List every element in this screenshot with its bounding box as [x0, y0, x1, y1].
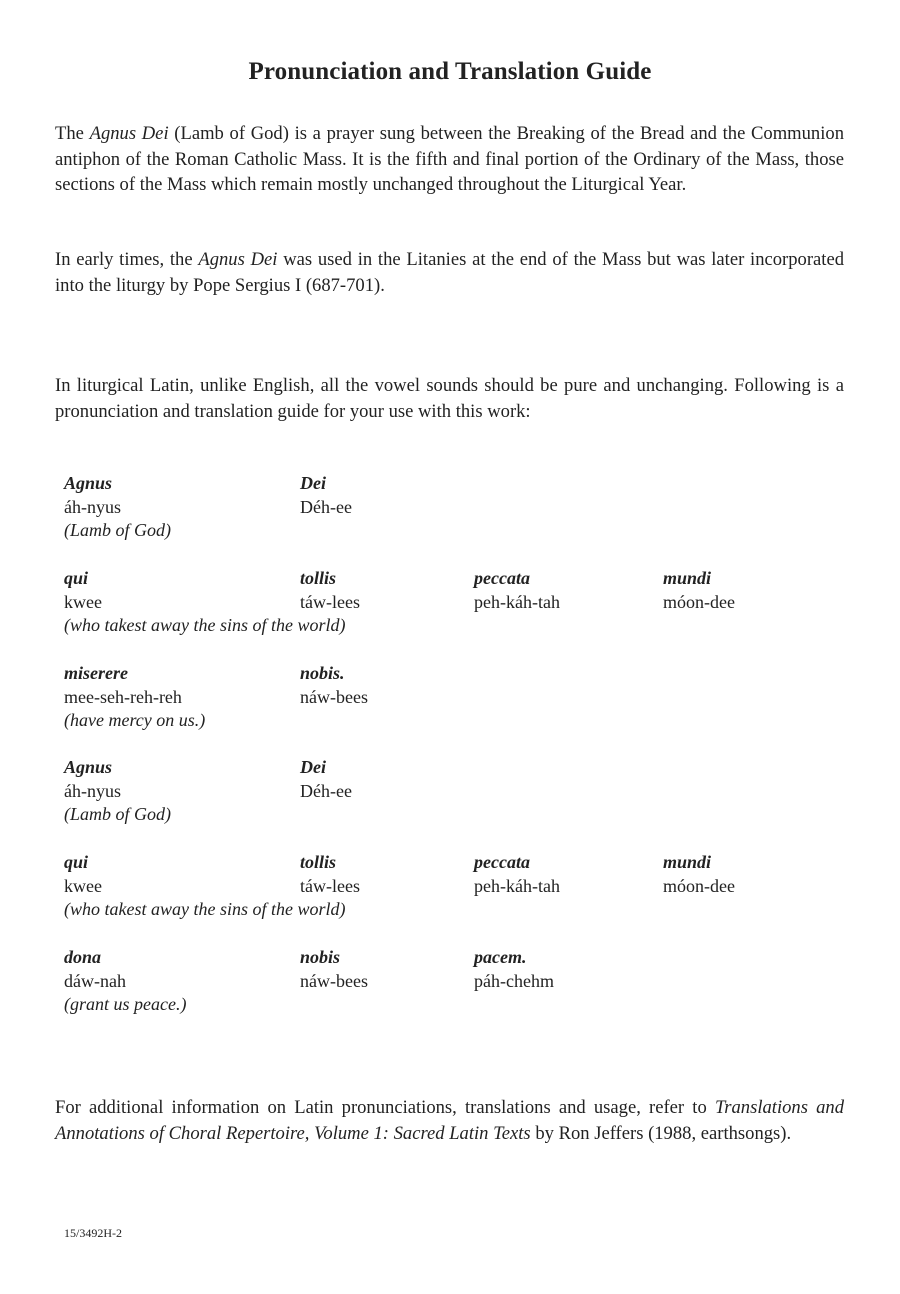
pronunciation: páh-chehm	[474, 970, 554, 991]
word-column	[663, 567, 863, 614]
translation: (who takest away the sins of the world)	[64, 899, 346, 919]
stanza	[64, 946, 864, 1021]
pronunciation: kwee	[64, 591, 102, 612]
word-column	[64, 662, 264, 709]
latin-word: tollis	[300, 568, 337, 588]
latin-word: mundi	[663, 568, 712, 588]
pronunciation: kwee	[64, 875, 102, 896]
word-column	[663, 851, 863, 898]
latin-word: qui	[64, 568, 89, 588]
latin-word: Agnus	[64, 757, 113, 777]
word-column	[474, 851, 674, 898]
stanza	[64, 567, 864, 642]
word-column	[300, 567, 500, 614]
intro-text-after: (Lamb of God) is a prayer sung between the Breaking of the Bread and the Communion antiphon of the Roman Catholic Mass. It is the fifth and final portion of the Ordinary of the Mass, those sections of the Mass which remain mostly unchanged throughout the Liturgical Year.	[55, 123, 844, 195]
latin-word: Agnus	[64, 473, 113, 493]
word-column	[64, 946, 264, 993]
latin-word: Dei	[300, 473, 326, 493]
pronunciation: móon-dee	[663, 591, 735, 612]
reference-book-title: Translations and Annotations of Choral Repertoire, Volume 1: Sacred Latin Texts	[55, 1097, 845, 1144]
pronunciation: náw-bees	[300, 686, 368, 707]
stanza	[64, 662, 864, 737]
word-column	[474, 946, 674, 993]
word-column	[300, 756, 500, 803]
translation: (who takest away the sins of the world)	[64, 615, 346, 635]
pronunciation: dáw-nah	[64, 970, 126, 991]
pronunciation: peh-káh-tah	[474, 591, 560, 612]
word-column	[64, 472, 264, 519]
pronunciation: áh-nyus	[64, 496, 121, 517]
latin-word: mundi	[663, 852, 712, 872]
pronunciation: táw-lees	[300, 875, 360, 896]
page-code: 15/3492H-2	[64, 1226, 122, 1240]
latin-word: qui	[64, 852, 89, 872]
pronunciation: peh-káh-tah	[474, 875, 560, 896]
intro-term-agnus-dei: Agnus Dei	[89, 123, 169, 144]
latin-word: tollis	[300, 852, 337, 872]
word-column	[64, 851, 264, 898]
reference-text-before: For additional information on Latin pronunciations, translations and usage, refer to	[55, 1097, 715, 1118]
word-column	[300, 946, 500, 993]
stanza	[64, 756, 864, 831]
pronunciation: mee-seh-reh-reh	[64, 686, 182, 707]
reference-paragraph	[55, 1095, 844, 1146]
translation: (grant us peace.)	[64, 994, 187, 1014]
word-column	[64, 567, 264, 614]
intro-paragraph-2	[55, 247, 844, 298]
reference-text-after: by Ron Jeffers (1988, earthsongs).	[530, 1122, 792, 1144]
word-column	[64, 756, 264, 803]
pronunciation: Déh-ee	[300, 780, 352, 801]
word-column	[300, 851, 500, 898]
latin-word: pacem.	[474, 947, 527, 967]
latin-word: dona	[64, 947, 102, 967]
word-column	[474, 567, 674, 614]
intro-term-agnus-dei: Agnus Dei	[198, 249, 278, 270]
latin-word: peccata	[474, 568, 530, 588]
translation: (have mercy on us.)	[64, 710, 206, 730]
latin-word: miserere	[64, 663, 128, 683]
latin-word: peccata	[474, 852, 530, 872]
latin-word: Dei	[300, 757, 326, 777]
stanza	[64, 472, 864, 547]
page-title: Pronunciation and Translation Guide	[248, 58, 652, 85]
latin-word: nobis	[300, 947, 341, 967]
word-column	[300, 662, 500, 709]
intro-text-before: In early times, the	[55, 249, 199, 270]
intro-paragraph-1	[55, 121, 844, 198]
pronunciation: áh-nyus	[64, 780, 121, 801]
translation: (Lamb of God)	[64, 804, 171, 824]
intro-text-after: was used in the Litanies at the end of the Mass but was later incorporated into the liturgy by Pope Sergius I (687-701).	[55, 249, 845, 296]
intro-paragraph-3: In liturgical Latin, unlike English, all the vowel sounds should be pure and unchanging. Following is a pronunciation and translation guide for your use with this work:	[55, 375, 844, 422]
pronunciation: náw-bees	[300, 970, 368, 991]
translation: (Lamb of God)	[64, 520, 171, 540]
intro-text-before: The	[55, 123, 90, 144]
stanza	[64, 851, 864, 926]
word-column	[300, 472, 500, 519]
pronunciation: Déh-ee	[300, 496, 352, 517]
pronunciation: móon-dee	[663, 875, 735, 896]
pronunciation: táw-lees	[300, 591, 360, 612]
latin-word: nobis.	[300, 663, 345, 683]
